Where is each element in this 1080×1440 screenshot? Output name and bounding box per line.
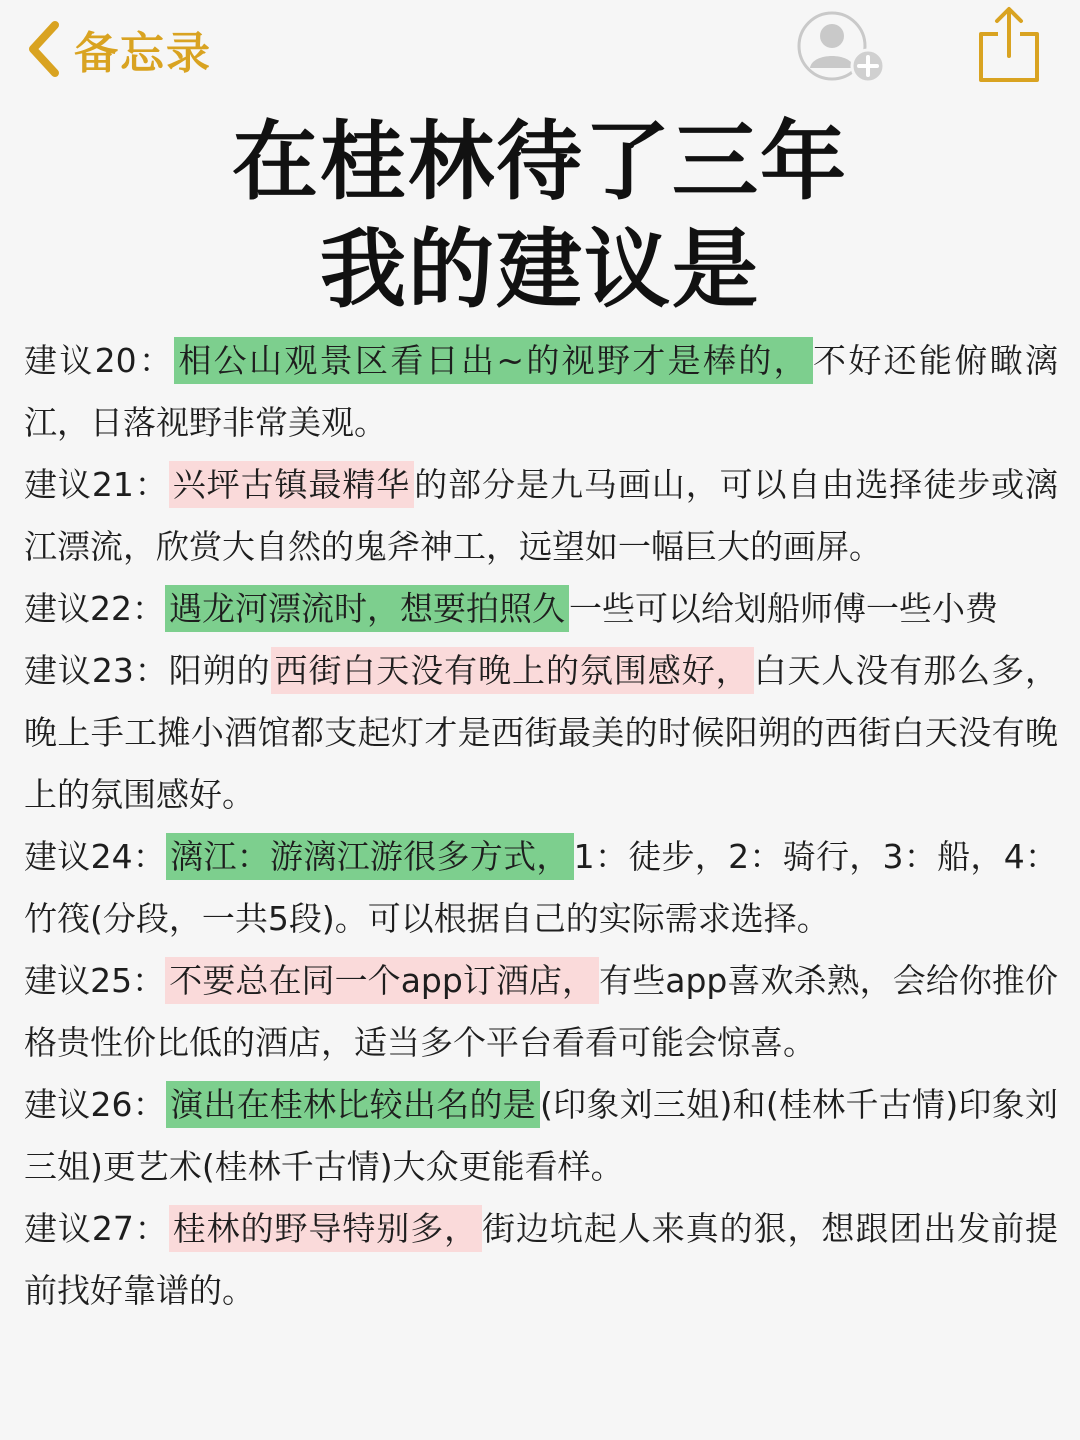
highlight-text: 相公山观景区看日出~的视野才是棒的， bbox=[174, 337, 813, 384]
suggestion-prefix: 建议27： bbox=[24, 1209, 169, 1248]
highlight-text: 漓江：游漓江游很多方式， bbox=[166, 833, 574, 880]
title-line-1: 在桂林待了三年 bbox=[232, 112, 848, 212]
add-contact-icon bbox=[794, 71, 894, 90]
add-contact-button[interactable] bbox=[794, 6, 894, 86]
share-button[interactable] bbox=[976, 4, 1042, 84]
suggestion-25 bbox=[24, 950, 1058, 1074]
suggestion-prefix: 建议20： bbox=[24, 341, 175, 380]
highlight-text: 兴坪古镇最精华 bbox=[169, 461, 415, 508]
back-button[interactable] bbox=[26, 14, 212, 84]
suggestion-23 bbox=[24, 640, 1058, 826]
suggestion-text: 街边坑起人来真的狠，想跟团出发前提前找好靠谱的。 bbox=[24, 1209, 1059, 1310]
suggestion-text: 的部分是九马画山，可以自由选择徒步或漓江漂流，欣赏大自然的鬼斧神工，远望如一幅巨大的画屏。 bbox=[24, 465, 1059, 566]
title-line-2: 我的建议是 bbox=[320, 220, 760, 320]
highlight-text: 遇龙河漂流时，想要拍照久 bbox=[165, 585, 569, 632]
suggestion-prefix: 建议24： bbox=[24, 837, 167, 876]
highlight-text: 西街白天没有晚上的氛围感好， bbox=[271, 647, 754, 694]
navigation-bar bbox=[0, 0, 1080, 100]
suggestion-24 bbox=[24, 826, 1058, 950]
suggestion-text: 一些可以给划船师傅一些小费 bbox=[569, 589, 998, 628]
suggestion-27 bbox=[24, 1198, 1058, 1322]
suggestion-26 bbox=[24, 1074, 1058, 1198]
highlight-text: 演出在桂林比较出名的是 bbox=[166, 1081, 540, 1128]
suggestion-text-lead: 阳朔的 bbox=[168, 651, 271, 690]
suggestion-prefix: 建议26： bbox=[24, 1085, 167, 1124]
page-title bbox=[0, 108, 1080, 324]
suggestion-22 bbox=[24, 578, 1058, 640]
share-icon bbox=[976, 69, 1042, 88]
suggestion-prefix: 建议23： bbox=[24, 651, 169, 690]
suggestion-text: 1：徒步，2：骑行，3：船，4：竹筏(分段，一共5段)。可以根据自己的实际需求选择。 bbox=[24, 837, 1059, 938]
suggestion-text: 白天人没有那么多，晚上手工摊小酒馆都支起灯才是西街最美的时候阳朔的西街白天没有晚上的氛围感好。 bbox=[24, 651, 1059, 814]
chevron-left-icon bbox=[26, 20, 60, 78]
suggestion-text: 有些app喜欢杀熟，会给你推价格贵性价比低的酒店，适当多个平台看看可能会惊喜。 bbox=[24, 961, 1058, 1062]
suggestion-text: (印象刘三姐)和(桂林千古情)印象刘三姐)更艺术(桂林千古情)大众更能看样。 bbox=[24, 1085, 1058, 1186]
highlight-text: 桂林的野导特别多， bbox=[169, 1205, 482, 1252]
suggestion-21 bbox=[24, 454, 1058, 578]
note-body[interactable] bbox=[24, 330, 1058, 1322]
highlight-text: 不要总在同一个app订酒店， bbox=[165, 957, 599, 1004]
suggestion-prefix: 建议25： bbox=[24, 961, 166, 1000]
suggestion-prefix: 建议22： bbox=[24, 589, 165, 628]
suggestion-20 bbox=[24, 330, 1058, 454]
back-label: 备忘录 bbox=[74, 28, 212, 79]
suggestion-prefix: 建议21： bbox=[24, 465, 169, 504]
suggestion-text: 不好还能俯瞰漓江，日落视野非常美观。 bbox=[24, 341, 1059, 442]
